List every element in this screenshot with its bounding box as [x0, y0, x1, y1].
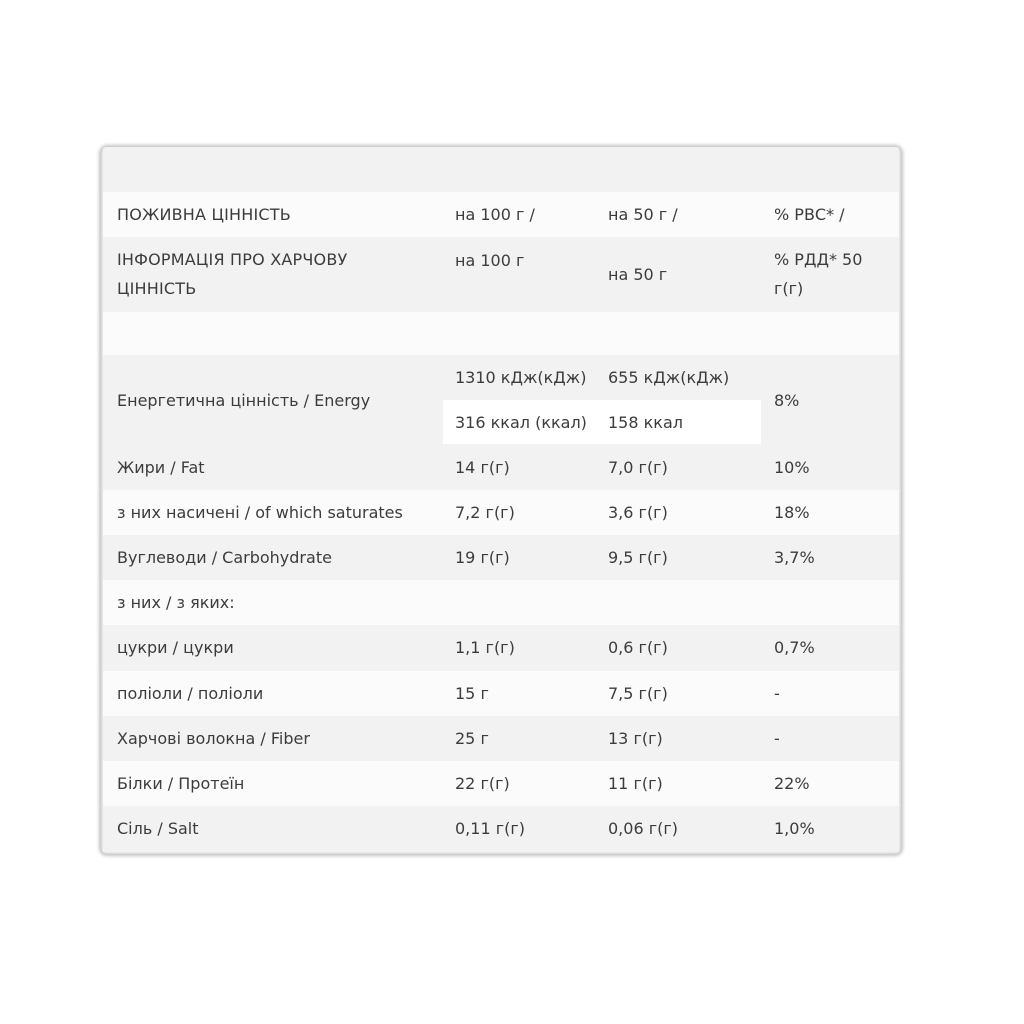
- header-per-50g-2: на 50 г: [608, 265, 668, 284]
- nutrient-label: Вуглеводи / Carbohydrate: [117, 548, 332, 567]
- header-nutrition-info-line1: ІНФОРМАЦІЯ ПРО ХАРЧОВУ: [117, 250, 348, 269]
- nutrient-label: з них / з яких:: [117, 593, 235, 612]
- energy-kcal-50g: 158 ккал: [608, 413, 683, 432]
- nutrient-label: Жири / Fat: [117, 458, 205, 477]
- header-nutrition-info-line2: ЦІННІСТЬ: [117, 279, 197, 298]
- value-per-100g: 25 г: [455, 729, 489, 748]
- percent-ri: 0,7%: [774, 638, 815, 657]
- value-per-50g: 7,0 г(г): [608, 458, 668, 477]
- nutrient-label: з них насичені / of which saturates: [117, 503, 403, 522]
- value-per-50g: 11 г(г): [608, 774, 663, 793]
- header-per-100g-2: на 100 г: [455, 251, 525, 270]
- percent-ri: 18%: [774, 503, 810, 522]
- table-row: [103, 761, 899, 807]
- table-row: [103, 716, 899, 762]
- energy-row: [103, 355, 899, 445]
- value-per-50g: 9,5 г(г): [608, 548, 668, 567]
- value-per-100g: 15 г: [455, 684, 489, 703]
- value-per-100g: 1,1 г(г): [455, 638, 515, 657]
- nutrient-label: Харчові волокна / Fiber: [117, 729, 310, 748]
- value-per-100g: 14 г(г): [455, 458, 510, 477]
- header-per-100g: на 100 г /: [455, 205, 535, 224]
- percent-ri: 3,7%: [774, 548, 815, 567]
- nutrient-label: цукри / цукри: [117, 638, 234, 657]
- header-percent-rdd-line1: % РДД* 50: [774, 250, 863, 269]
- value-per-100g: 0,11 г(г): [455, 819, 526, 838]
- table-row: [103, 580, 899, 626]
- value-per-50g: 3,6 г(г): [608, 503, 668, 522]
- value-per-50g: 0,06 г(г): [608, 819, 679, 838]
- value-per-100g: 19 г(г): [455, 548, 510, 567]
- nutrition-table: [101, 147, 901, 854]
- energy-kj-50g: 655 кДж(кДж): [608, 368, 730, 387]
- energy-kcal-100g: 316 ккал (ккал): [455, 413, 587, 432]
- table-row: [103, 490, 899, 536]
- table-row: [103, 806, 899, 852]
- percent-ri: 22%: [774, 774, 810, 793]
- percent-ri: 10%: [774, 458, 810, 477]
- header-percent-ri: % РВС* /: [774, 205, 845, 224]
- value-per-50g: 7,5 г(г): [608, 684, 668, 703]
- energy-percent: 8%: [774, 391, 800, 410]
- energy-label: Енергетична цінність / Energy: [117, 391, 371, 410]
- spacer-row: [103, 312, 899, 355]
- header-per-50g: на 50 г /: [608, 205, 678, 224]
- header-percent-rdd-line2: г(г): [774, 279, 804, 298]
- nutrient-label: Сіль / Salt: [117, 819, 199, 838]
- percent-ri: -: [774, 684, 780, 703]
- table-row: [103, 625, 899, 671]
- value-per-50g: 13 г(г): [608, 729, 663, 748]
- value-per-100g: 7,2 г(г): [455, 503, 515, 522]
- nutrient-label: Білки / Протеїн: [117, 774, 245, 793]
- header-nutrition-value: ПОЖИВНА ЦІННІСТЬ: [117, 205, 291, 224]
- energy-kj-100g: 1310 кДж(кДж): [455, 368, 587, 387]
- table-row: [103, 535, 899, 581]
- table-top-band: [103, 147, 899, 192]
- table-row: [103, 671, 899, 717]
- percent-ri: -: [774, 729, 780, 748]
- nutrient-label: поліоли / поліоли: [117, 684, 264, 703]
- header-row-1: [103, 192, 899, 237]
- header-row-2: [103, 237, 899, 312]
- percent-ri: 1,0%: [774, 819, 815, 838]
- value-per-50g: 0,6 г(г): [608, 638, 668, 657]
- table-row: [103, 445, 899, 491]
- value-per-100g: 22 г(г): [455, 774, 510, 793]
